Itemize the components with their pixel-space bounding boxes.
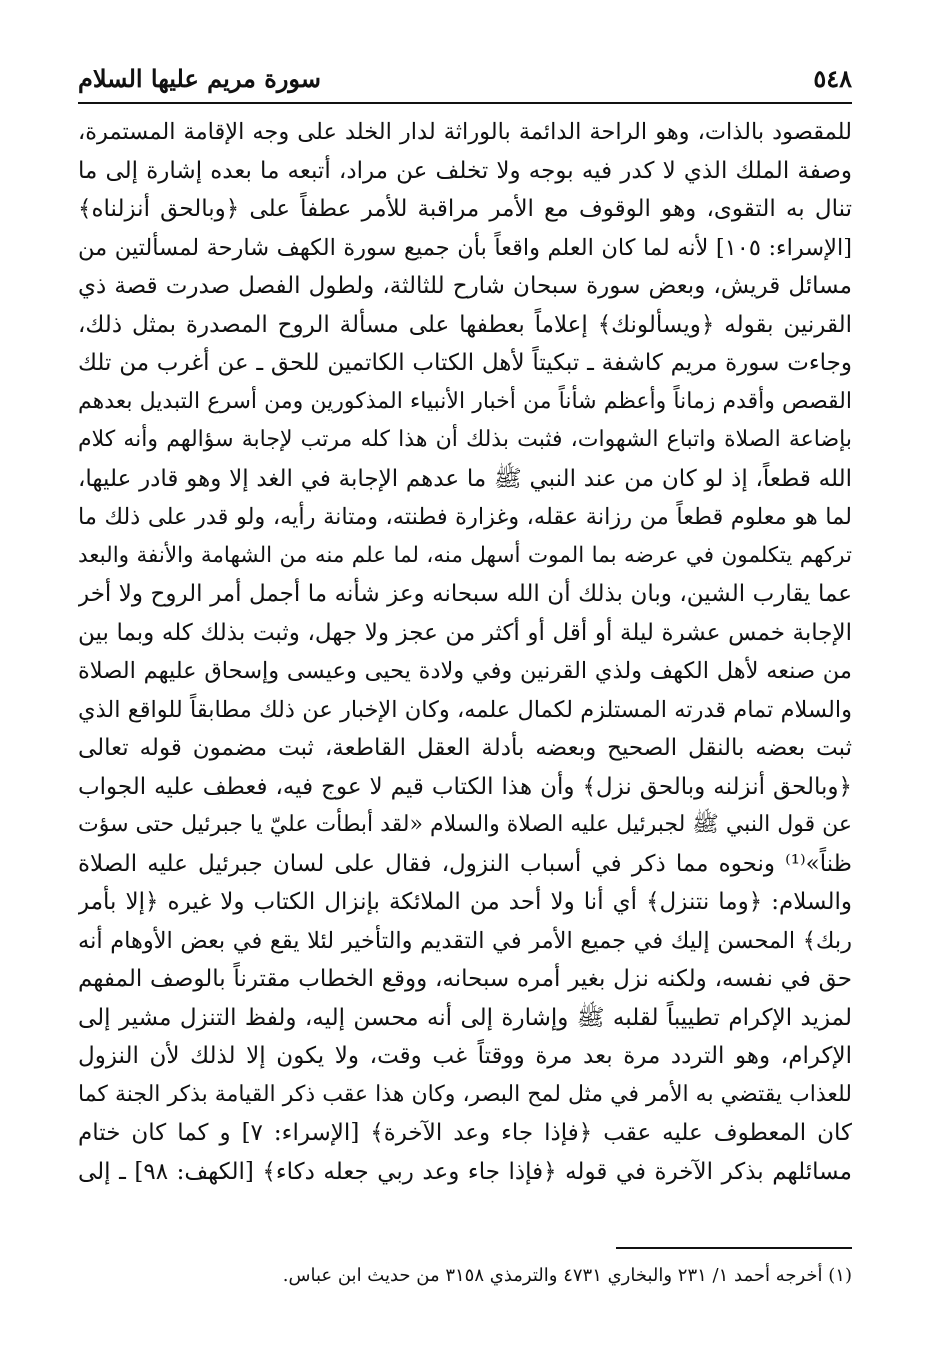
text-line: من صنعه لأهل الكهف ولذي القرنين وفي ولادة يحيى وعيسى وإسحاق عليهم الصلاة — [78, 658, 852, 684]
text-line: بإضاعة الصلاة واتباع الشهوات، فثبت بذلك أن هذا كله مرتب لإجابة سؤالهم وأنه كلام — [78, 427, 852, 452]
page-number: ٥٤٨ — [813, 64, 852, 93]
text-line: كان المعطوف عليه عقب ﴿فإذا جاء وعد الآخرة﴾ [الإسراء: ٧] و كما كان ختام — [78, 1120, 852, 1146]
text-line: حق في نفسه، ولكنه نزل بغير أمره سبحانه، ووقع الخطاب مقترناً بالوصف المفهم — [78, 966, 852, 992]
text-line: وجاءت سورة مريم كاشفة ـ تبكيتاً لأهل الكتاب الكاتمين للحق ـ عن أغرب من تلك — [78, 350, 852, 376]
text-line: القصص وأقدم زماناً وأعظم شأناً من أخبار الأنبياء المذكورين ومن أسرع التبديل بعدهم — [78, 388, 852, 414]
text-line: القرنين بقوله ﴿ويسألونك﴾ إعلاماً بعطفها على مسألة الروح المصدرة بمثل ذلك، — [78, 311, 852, 338]
text-line: والسلام: ﴿وما نتنزل﴾ أي أنا ولا أحد من الملائكة بإنزال الكتاب ولا غيره ﴿إلا بأمر — [78, 889, 852, 915]
text-line: تنال به التقوى، وهو الوقوف مع الأمر مراقبة للأمر عطفاً على ﴿وبالحق أنزلناه﴾ — [78, 196, 852, 222]
text-line: ربك﴾ المحسن إليك في جميع الأمر في التقديم والتأخير لئلا يقع في بعض الأوهام أنه — [78, 927, 852, 954]
text-line: لمزيد الإكرام تطييباً لقلبه ﷺ وإشارة إلى أنه محسن إليه، ولفظ التنزل مشير إلى — [78, 1004, 852, 1031]
running-title: سورة مريم عليها السلام — [78, 64, 321, 93]
text-line: لما هو معلوم قطعاً من رزانة عقله، وغزارة فطنته، ومتانة رأيه، ولو قدر على ذلك ما — [78, 504, 852, 530]
text-line: والسلام تمام قدرته المستلزم لكمال علمه، وكان الإخبار عن ذلك مطابقاً للواقع الذي — [78, 696, 852, 723]
page-header — [78, 62, 852, 100]
text-line: عن قول النبي ﷺ لجبرئيل عليه الصلاة والسلام «لقد أبطأت عليّ يا جبرئيل حتى سؤت — [78, 812, 852, 837]
text-line: [الإسراء: ١٠٥] لأنه لما كان العلم واقعاً بأن جميع سورة الكهف شارحة لمسألتين من — [78, 234, 852, 261]
footnote: (١) أخرجه أحمد ١/ ٢٣١ والبخاري ٤٧٣١ والترمذي ٣١٥٨ من حديث ابن عباس. — [282, 1265, 852, 1286]
text-line: الإكرام، وهو التردد مرة بعد مرة ووقتاً غب وقت، ولا يكون إلا لذلك لأن النزول — [78, 1043, 852, 1069]
body-text — [78, 113, 852, 1191]
text-line: ثبت بعضه بالنقل الصحيح وبعضه بأدلة العقل القاطعة، ثبت مضمون قوله تعالى — [78, 735, 852, 761]
text-line: للعذاب يقتضي به الأمر في مثل لمح البصر، وكان هذا عقب ذكر القيامة بذكر الجنة كما — [78, 1081, 852, 1107]
footnote-rule — [616, 1247, 852, 1249]
header-rule — [78, 102, 852, 104]
text-line: للمقصود بالذات، وهو الراحة الدائمة بالوراثة لدار الخلد على وجه الإقامة المستمرة، — [78, 119, 852, 145]
text-line: ظناً»⁽¹⁾ ونحوه مما ذكر في أسباب النزول، فقال على لسان جبرئيل عليه الصلاة — [78, 850, 852, 877]
text-line: الإجابة خمس عشرة ليلة أو أقل أو أكثر من عجز ولا جهل، وثبت بذلك كله وبما بين — [78, 619, 852, 646]
text-line: وصفة الملك الذي لا كدر فيه بوجه ولا تخلف عن مراد، أتبعه ما بعده إشارة إلى ما — [78, 157, 852, 184]
text-line: ﴿وبالحق أنزلنه وبالحق نزل﴾ وأن هذا الكتاب قيم لا عوج فيه، فعطف عليه الجواب — [78, 773, 852, 800]
text-line: عما يقارب الشين، وبان بذلك أن الله سبحانه وعز شأنه ما أجمل أمر الروح ولا أخر — [78, 581, 852, 607]
text-line: مسائلهم بذكر الآخرة في قوله ﴿فإذا جاء وعد ربي جعله دكاء﴾ [الكهف: ٩٨] ـ إلى — [78, 1158, 852, 1185]
text-line: تركهم يتكلمون في عرضه بما الموت أسهل منه، لما علم منه من الشهامة والأنفة والبعد — [78, 542, 852, 568]
text-line: مسائل قريش، وبعض سورة سبحان شارح للثالثة، ولطول الفصل صدرت قصة ذي — [78, 273, 852, 299]
text-line: الله قطعاً، إذ لو كان من عند النبي ﷺ ما عدهم الإجابة في الغد إلا وهو قادر عليها، — [78, 465, 852, 492]
